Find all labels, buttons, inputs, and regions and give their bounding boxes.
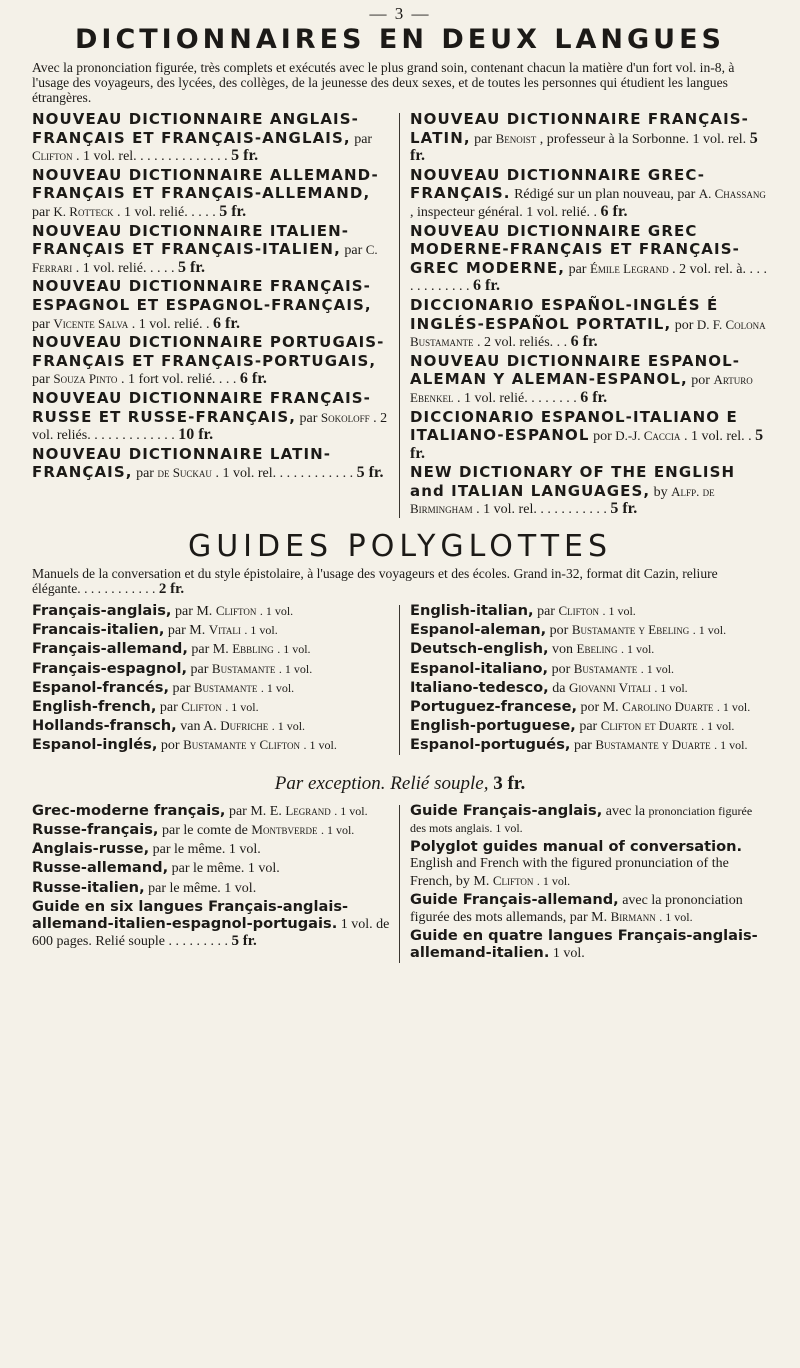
dictionaries-entry-by: par [32, 204, 50, 220]
soft-entry-title: Russe-français, [32, 820, 159, 838]
guides-entry-by: par [573, 738, 592, 754]
dictionaries-entry-by: by [653, 484, 668, 500]
guides-entry-title: Hollands-fransch, [32, 717, 177, 735]
guides-entry-title: Français-anglais, [32, 602, 172, 620]
dictionaries-entry-details: . 1 vol. relié. . . . . [116, 204, 216, 220]
dictionaries-entry-by: par [136, 466, 154, 482]
guides-entry-title: English-french, [32, 698, 157, 716]
exception-text: Par exception. Relié souple, [274, 772, 489, 794]
guides-entry-title: Francais-italien, [32, 621, 165, 639]
dictionaries-entry-title: NOUVEAU DICTIONNAIRE LATIN-FRANÇAIS, [32, 444, 332, 482]
soft-entry-by: par le même. 1 vol. [171, 861, 280, 877]
dictionaries-entry-author: Clifton [32, 148, 73, 164]
guides-entry-author: Ebeling [576, 641, 618, 657]
guides-entry-author: Clifton [181, 699, 222, 715]
soft-entry [32, 841, 390, 858]
dictionaries-entry-title: NOUVEAU DICTIONNAIRE PORTUGAIS-FRANÇAIS ET FRANÇAIS-PORTUGAIS, [32, 333, 385, 370]
guides-entry [32, 718, 390, 735]
guides-entry-details: . 1 vol. [714, 738, 748, 753]
dictionaries-entry [32, 278, 390, 333]
soft-entry-by: 1 vol. [552, 946, 585, 962]
dictionaries-entry-title: NOUVEAU DICTIONNAIRE FRANÇAIS-ESPAGNOL ET ESPAGNOL-FRANÇAIS, [32, 277, 372, 314]
guides-right-column [410, 603, 768, 757]
dictionaries-entry-title: NOUVEAU DICTIONNAIRE ITALIEN-FRANÇAIS ET FRANÇAIS-ITALIEN, [32, 221, 350, 259]
guides-entry-details: . 1 vol. [303, 738, 337, 753]
dictionaries-entry-details: . 1 vol. relié. . [131, 316, 210, 332]
guides-entry [32, 622, 390, 639]
dictionaries-entry-by: par [354, 131, 373, 147]
guides-entry [410, 641, 768, 658]
soft-entry-author: Birmann [610, 908, 656, 924]
column-divider [399, 113, 400, 518]
dictionaries-entry-price: 6 fr. [473, 277, 500, 295]
guides-entry [32, 737, 390, 754]
dictionaries-entry [410, 464, 768, 519]
dictionaries-entry-title: DICCIONARIO ESPAÑOL-INGLÉS É INGLÉS-ESPAÑOL PORTATIL, [410, 295, 719, 333]
guides-entry-author: Ebbling [232, 641, 274, 657]
guides-entry-by: von [552, 642, 574, 658]
dictionaries-entry-title: NEW DICTIONARY OF THE ENGLISH and ITALIAN LANGUAGES, [410, 463, 736, 500]
soft-entry [32, 822, 390, 839]
soft-entry-title: Anglais-russe, [32, 840, 150, 858]
guides-intro-text: Manuels de la conversation et du style épistolaire, à l'usage des voyageurs et des écoles. Grand in-32, format dit Cazin, reliure élégante. . . . . . . . . . . . [32, 566, 718, 597]
dictionaries-entry-by: Rédigé sur un plan nouveau, par [514, 187, 696, 203]
guides-entry-by: par [537, 604, 555, 620]
guides-entry-details: . 1 vol. [244, 623, 278, 638]
guides-entry-title: Français-espagnol, [32, 659, 188, 677]
guides-entry [32, 641, 390, 658]
dictionaries-columns [32, 111, 768, 520]
dictionaries-entry-details: , inspecteur général. 1 vol. relié. . [410, 204, 597, 220]
guides-entry-title: Italiano-tedesco, [410, 678, 549, 696]
dictionaries-entry-price: 5 fr. [231, 147, 259, 165]
dictionaries-entry-title: NOUVEAU DICTIONNAIRE ALLEMAND-FRANÇAIS ET FRANÇAIS-ALLEMAND, [32, 165, 379, 203]
guides-entry-author: Clifton et Duarte [600, 718, 698, 734]
soft-entry-details: . 1 vol. [334, 803, 368, 818]
guides-entry-by: par [159, 700, 178, 716]
exception-price: 3 fr. [493, 772, 526, 794]
dictionaries-entry-title: NOUVEAU DICTIONNAIRE GREC-FRANÇAIS. [410, 165, 706, 203]
soft-entry-price: 5 fr. [231, 933, 257, 950]
guides-entry-by: por M. [580, 700, 619, 716]
guides-entry-author: Dufriche [220, 718, 269, 734]
soft-entry-title: Russe-italien, [32, 878, 145, 896]
guides-entry [410, 603, 768, 620]
guides-entry [410, 680, 768, 697]
guides-entry [410, 661, 768, 678]
dictionaries-entry-details: . 1 vol. relié. . . . . . . . [456, 390, 577, 406]
guides-entry [410, 699, 768, 716]
guides-entry-by: par M. [191, 642, 229, 658]
guides-entry-author: Bustamante [193, 679, 258, 695]
soft-entry-by: English and French with the figured pronunciation of the French, by M. [410, 856, 729, 889]
dictionaries-entry-title: NOUVEAU DICTIONNAIRE FRANÇAIS-LATIN, [410, 110, 749, 147]
guides-entry-by: por [549, 623, 569, 639]
guides-entry-by: par M. [167, 623, 206, 639]
guides-entry-by: par [190, 661, 209, 677]
dictionaries-entry-by: par [32, 372, 50, 388]
dictionaries-entry-details: . 1 vol. rel. . . . . . . . . . . . . . [76, 149, 228, 165]
dictionaries-entry-price: 5 fr. [610, 500, 638, 518]
dictionaries-entry-price: 6 fr. [239, 370, 267, 388]
dictionaries-entry-author: Benoist [495, 130, 537, 146]
guides-entry-details: . 1 vol. [640, 661, 675, 676]
dictionaries-entry [32, 111, 390, 166]
dictionaries-entry-price: 5 fr. [219, 202, 247, 220]
dictionaries-entry-price: 10 fr. [178, 426, 214, 444]
dictionaries-entry-price: 5 fr. [178, 258, 205, 276]
soft-entry-by: avec la [605, 803, 646, 819]
soft-entry [32, 803, 390, 820]
dictionaries-entry-details: . 1 vol. rel. . . . . . . . . . . [476, 502, 607, 518]
dictionaries-entry-by: par [474, 131, 493, 147]
soft-entry [410, 803, 768, 837]
guides-entry-by: par [579, 719, 598, 735]
dictionaries-entry-details: . 1 vol. relié. . . . . [75, 260, 175, 276]
soft-entry-title: Guide en quatre langues Français-anglais-allemand-italien. [410, 927, 758, 962]
soft-entry-title: Grec-moderne français, [32, 801, 226, 819]
dictionaries-entry-price: 6 fr. [213, 314, 240, 332]
guides-entry-details: . 1 vol. [260, 680, 295, 695]
guides-entry [32, 699, 390, 716]
soft-entry-author: Legrand [285, 802, 331, 818]
guides-entry-title: English-italian, [410, 602, 534, 620]
dictionaries-entry-by: por [674, 317, 694, 333]
dictionaries-entry-author: Vicente Salva [53, 315, 129, 331]
guides-entry-details: . 1 vol. [602, 604, 636, 619]
dictionaries-entry-title: NOUVEAU DICTIONNAIRE ESPANOL-ALEMAN Y ALEMAN-ESPANOL, [410, 351, 741, 389]
guides-entry-details: . 1 vol. [277, 642, 311, 657]
dictionaries-entry [32, 167, 390, 222]
guides-columns [32, 603, 768, 757]
soft-entry [32, 899, 390, 951]
soft-entry [410, 892, 768, 926]
dictionaries-entry [32, 446, 390, 483]
soft-entry-title: Polyglot guides manual of conversation. [410, 838, 743, 856]
soft-entry-author: Clifton [492, 872, 534, 888]
guides-entry-title: Portuguez-francese, [410, 698, 578, 716]
soft-entry-details: . 1 vol. [320, 822, 355, 837]
dictionaries-entry-price: 5 fr. [410, 129, 758, 165]
dictionaries-entry-title: NOUVEAU DICTIONNAIRE GREC MODERNE-FRANÇAIS ET FRANÇAIS-GREC MODERNE, [410, 221, 740, 277]
soft-entry [32, 880, 390, 897]
guides-left-column [32, 603, 390, 757]
soft-entry-details: prononciation figurée des mots anglais. 1 vol. [410, 803, 753, 835]
soft-entry-by: par M. E. [228, 803, 282, 819]
section-heading-guides: GUIDES POLYGLOTTES [187, 529, 613, 565]
soft-entry-title: Russe-allemand, [32, 859, 169, 877]
dictionaries-entry-price: 5 fr. [410, 427, 764, 462]
soft-entry [410, 928, 768, 962]
guides-entry-author: Clifton [215, 603, 257, 619]
soft-entry-details: . 1 vol. [659, 909, 693, 924]
dictionaries-entry [410, 111, 768, 166]
soft-entry-by: par le comte de [161, 822, 248, 838]
guides-intro [32, 566, 768, 597]
guides-entry-author: Bustamante y Ebeling [571, 622, 690, 638]
soft-entry-title: Guide en six langues Français-anglais-allemand-italien-espagnol-portugais. [32, 897, 349, 932]
guides-entry-title: English-portuguese, [410, 717, 576, 735]
guides-entry-by: van A. [180, 719, 217, 735]
dictionaries-entry-author: A. Chassang [698, 186, 766, 202]
dictionaries-left-column [32, 111, 390, 520]
guides-entry-details: . 1 vol. [278, 661, 313, 676]
dictionaries-entry-price: 5 fr. [356, 464, 384, 482]
guides-entry-by: da [552, 680, 566, 696]
soft-entry-by: par le même. 1 vol. [148, 880, 257, 896]
dictionaries-right-column [410, 111, 768, 520]
soft-bound-left-column [32, 803, 390, 965]
soft-bound-columns [32, 803, 768, 965]
guides-entry-by: por [160, 738, 180, 754]
guides-entry-details: . 1 vol. [259, 604, 294, 619]
guides-entry-details: . 1 vol. [701, 719, 735, 734]
column-divider [399, 805, 400, 963]
guides-entry-by: par M. [174, 604, 213, 620]
guides-entry-author: Bustamante y Duarte [595, 737, 711, 753]
guides-entry-author: Giovanni Vitali [568, 679, 651, 695]
guides-price: 2 fr. [158, 581, 185, 598]
dictionaries-entry-author: Émile Legrand [589, 260, 669, 276]
guides-entry [410, 737, 768, 754]
guides-entry-author: Bustamante [211, 660, 276, 676]
dictionaries-entry-author: K. Rotteck [53, 203, 114, 219]
guides-entry-author: Clifton [558, 603, 599, 619]
guides-entry-details: . 1 vol. [271, 719, 306, 734]
dictionaries-entry-by: por [593, 429, 612, 445]
dictionaries-entry-title: DICCIONARIO ESPANOL-ITALIANO E ITALIANO-ESPANOL [410, 407, 738, 445]
guides-entry-title: Espanol-italiano, [410, 659, 549, 677]
guides-entry-title: Espanol-aleman, [410, 621, 547, 639]
guides-entry-details: . 1 vol. [692, 623, 727, 638]
soft-entry-title: Guide Français-anglais, [410, 801, 603, 819]
dictionaries-entry-details: . 1 vol. rel. . [683, 429, 752, 445]
soft-entry-by: par le même. 1 vol. [152, 842, 261, 858]
guides-entry-title: Français-allemand, [32, 640, 188, 658]
dictionaries-entry-details: . 2 vol. rel. à. . . . . . . . . . . . . [410, 261, 767, 295]
dictionaries-entry [410, 297, 768, 352]
soft-entry-title: Guide Français-allemand, [410, 890, 619, 908]
guides-entry-author: Bustamante [573, 660, 638, 676]
dictionaries-entry [32, 223, 390, 278]
guides-entry-title: Espanol-portugués, [410, 736, 571, 754]
dictionaries-entry-details: . 1 fort vol. relié. . . . [120, 372, 237, 388]
dictionaries-entry-by: par [568, 261, 587, 277]
guides-entry-author: Carolino Duarte [622, 699, 714, 715]
dictionaries-entry-author: D. F. Colona Bustamante [410, 316, 766, 350]
column-divider [399, 605, 400, 755]
dictionaries-entry-price: 6 fr. [580, 388, 608, 406]
dictionaries-entry-author: Alfp. de Birmingham [410, 483, 715, 517]
dictionaries-entry-author: D.-J. Caccia [615, 428, 681, 444]
dictionaries-entry [410, 223, 768, 296]
dictionaries-entry-details: , professeur à la Sorbonne. 1 vol. rel. [539, 131, 747, 147]
guides-entry-title: Espanol-francés, [32, 678, 169, 696]
guides-entry [32, 603, 390, 620]
soft-entry-details: . 1 vol. [536, 873, 571, 888]
dictionaries-entry [32, 334, 390, 389]
dictionaries-entry-author: de Suckau [157, 465, 212, 481]
page-number: — 3 — [369, 4, 431, 23]
dictionaries-entry-details: . 2 vol. reliés. . . [476, 335, 568, 351]
dictionaries-entry [410, 409, 768, 464]
dictionaries-entry-details: . 2 vol. reliés. . . . . . . . . . . . . [32, 410, 388, 444]
guides-entry-author: Bustamante y Clifton [183, 737, 301, 753]
dictionaries-entry-title: NOUVEAU DICTIONNAIRE FRANÇAIS-RUSSE ET RUSSE-FRANÇAIS, [32, 388, 371, 426]
guides-entry [32, 661, 390, 678]
dictionaries-entry-by: par [32, 316, 50, 332]
dictionaries-entry-by: par [299, 410, 318, 426]
guides-entry [32, 680, 390, 697]
guides-entry-details: . 1 vol. [225, 700, 259, 715]
dictionaries-entry [410, 167, 768, 222]
dictionaries-entry-by: par [344, 243, 363, 259]
dictionaries-entry-author: Sokoloff [320, 409, 370, 425]
dictionaries-intro: Avec la prononciation figurée, très complets et exécutés avec le plus grand soin, contenant chacun la matière d'un fort vol. in-8, à l'usage des voyageurs, des lycées, des collèges, de la jeunesse des deux sexes, et de toutes les personnes qui étudient les langues étrangères. [32, 60, 735, 105]
dictionaries-entry-author: C. Ferrari [32, 242, 378, 275]
soft-entry [410, 839, 768, 890]
guides-entry-details: . 1 vol. [716, 700, 751, 715]
dictionaries-entry [410, 353, 768, 408]
guides-entry-author: Vitali [208, 622, 241, 638]
guides-entry-by: por [551, 661, 571, 677]
guides-entry [410, 622, 768, 639]
guides-entry [410, 718, 768, 735]
dictionaries-entry-title: NOUVEAU DICTIONNAIRE ANGLAIS-FRANÇAIS ET FRANÇAIS-ANGLAIS, [32, 110, 359, 147]
guides-entry-by: par [172, 680, 191, 696]
guides-entry-title: Deutsch-english, [410, 640, 549, 658]
section-heading-dictionaries: DICTIONNAIRES EN DEUX LANGUES [74, 24, 725, 55]
guides-entry-details: . 1 vol. [620, 642, 655, 657]
dictionaries-entry-author: Arturo Ebenkel [410, 372, 753, 405]
dictionaries-entry-price: 6 fr. [600, 202, 628, 220]
dictionaries-entry [32, 390, 390, 445]
dictionaries-entry-price: 6 fr. [570, 333, 598, 351]
guides-entry-title: Espanol-inglés, [32, 736, 158, 754]
soft-bound-right-column [410, 803, 768, 965]
dictionaries-entry-details: . 1 vol. rel. . . . . . . . . . . . [215, 466, 354, 482]
soft-entry-author: Montbverde [251, 821, 318, 837]
soft-entry-by: avec la prononciation figurée des mots allemands, par M. [410, 892, 743, 925]
soft-entry [32, 860, 390, 877]
exception-line [32, 773, 768, 795]
soft-entry-by: 1 vol. de 600 pages. Relié souple . . . . . . . . . [32, 916, 390, 950]
dictionaries-entry-author: Souza Pinto [53, 371, 118, 387]
guides-entry-details: . 1 vol. [654, 680, 688, 695]
dictionaries-entry-by: por [691, 373, 710, 389]
